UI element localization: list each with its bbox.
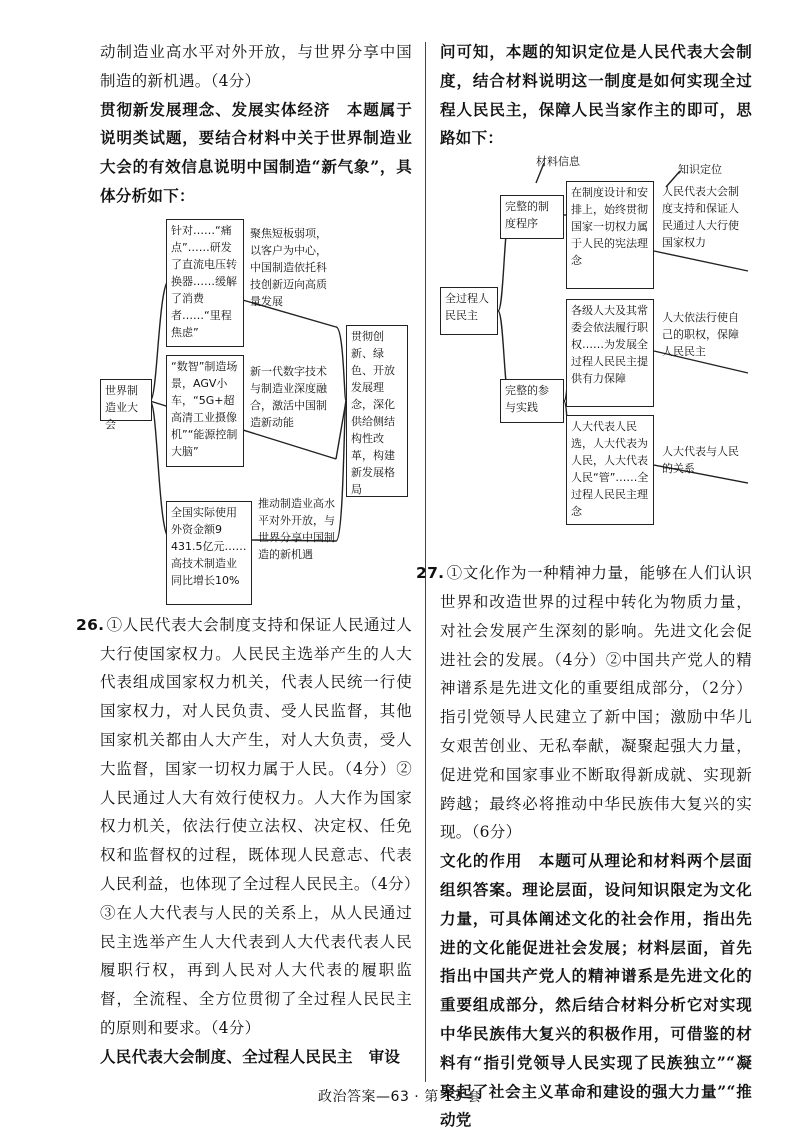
mindmap-leaf-2: “数智”制造场景，AGV小车，“5G+超高清工业摄像机”“能源控制大脑” [166,355,244,467]
q26-number: 26. [76,615,105,634]
mindmap2-mid-1: 完整的制度程序 [500,195,564,239]
mindmap2-knowledge-1: 人民代表大会制度支持和保证人民通过人大行使国家权力 [662,185,739,250]
mindmap-manufacturing [100,219,412,605]
mindmap-result-2: 新一代数字技术与制造业深度融合，激活中国制造新动能 [250,364,327,429]
q26-analysis-start: 人民代表大会制度、全过程人民民主 审设 [100,1046,401,1066]
mindmap-summary: 贯彻创新、绿色、开放发展理念，深化供给侧结构性改革，构建新发展格局 [346,325,408,497]
label-knowledge: 知识定位 [678,163,722,177]
q26-answer [76,611,412,1043]
mindmap2-mid-2: 完整的参与实践 [500,379,564,423]
mindmap-democracy [440,155,752,553]
left-column [76,38,412,1072]
mindmap2-root: 全过程人民民主 [440,287,498,335]
mindmap-leaf-3: 全国实际使用外资金额9 431.5亿元……高技术制造业同比增长10% [166,501,252,605]
q25-analysis: 贯彻新发展理念、发展实体经济 本题属于说明类试题，要结合材料中关于世界制造业大会的有效信息说明中国制造“新气象”，具体分析如下： [100,99,412,205]
mindmap2-knowledge-3: 人大代表与人民的关系 [662,445,739,476]
mindmap-leaf-1: 针对……“痛点”……研发了直流电压转换器……缓解了消费者……“里程焦虑” [166,219,244,347]
mindmap2-content-1: 在制度设计和安排上，始终贯彻国家一切权力属于人民的宪法理念 [566,181,654,289]
q26-text: ①人民代表大会制度支持和保证人民通过人大行使国家权力。人民民主选举产生的人大代表组成国家权力机关，代表人民统一行使国家权力，对人民负责、受人民监督，其他国家机关都由人大产生，对人大负责，受人大监督，国家一切权力属于人民。（4分）②人民通过人大有效行使权力。人大作为国家权力机关，依法行使立法权、决定权、任免权和监督权的过程，既体现人民意志、代表人民利益，也体现了全过程人民民主。（4分）③在人大代表与人民的关系上，从人民通过民主选举产生人大代表到人大代表代表人民履职行权，再到人民对人大代表的履职监督，全流程、全方位贯彻了全过程人民民主的原则和要求。（4分） [100,615,412,1037]
mindmap2-content-2: 各级人大及其常委会依法履行职权……为发展全过程人民民主提供有力保障 [566,299,654,407]
q26-analysis-cont: 问可知，本题的知识定位是人民代表大会制度，结合材料说明这一制度是如何实现全过程人民民主，保障人民当家作主的即可，思路如下： [440,42,752,148]
q25-answer-tail: 动制造业高水平对外开放，与世界分享中国制造的新机遇。（4分） [100,43,412,90]
mindmap-result-3: 推动制造业高水平对外开放，与世界分享中国制造的新机遇 [258,496,335,561]
mindmap-result-1: 聚焦短板弱项，以客户为中心，中国制造依托科技创新迈向高质量发展 [250,226,327,308]
mindmap2-content-3: 人大代表人民选，人大代表为人民，人大代表人民“管”……全过程人民民主理念 [566,415,654,525]
page-footer: 政治答案—63 · 第 13 套 [318,1089,482,1105]
q27-answer [416,559,752,847]
q27-analysis: 文化的作用 本题可从理论和材料两个层面组织答案。理论层面，设问知识限定为文化力量，可具体阐述文化的社会作用，指出先进的文化能促进社会发展；材料层面，首先指出中国共产党人的精神谱系是先进文化的重要组成部分，然后结合材料分析它对实现中华民族伟大复兴的积极作用，可借鉴的材料有“指引党领导人民实现了民族独立”“凝聚起了社会主义革命和建设的强大力量”“推动党 [440,851,752,1130]
right-column [416,38,752,1135]
mindmap-root: 世界制造业大会 [100,379,152,421]
label-material: 材料信息 [536,155,580,169]
mindmap2-knowledge-2: 人大依法行使自己的职权，保障人民民主 [662,311,739,359]
q27-number: 27. [416,564,445,583]
column-divider [425,42,426,1082]
q27-text: ①文化作为一种精神力量，能够在人们认识世界和改造世界的过程中转化为物质力量，对社会发展产生深刻的影响。先进文化会促进社会的发展。（4分）②中国共产党人的精神谱系是先进文化的重要组成部分，（2分）指引党领导人民建立了新中国；激励中华儿女艰苦创业、无私奉献，凝聚起强大力量，促进党和国家事业不断取得新成就、实现新跨越；最终必将推动中华民族伟大复兴的实现。（6分） [440,564,752,842]
